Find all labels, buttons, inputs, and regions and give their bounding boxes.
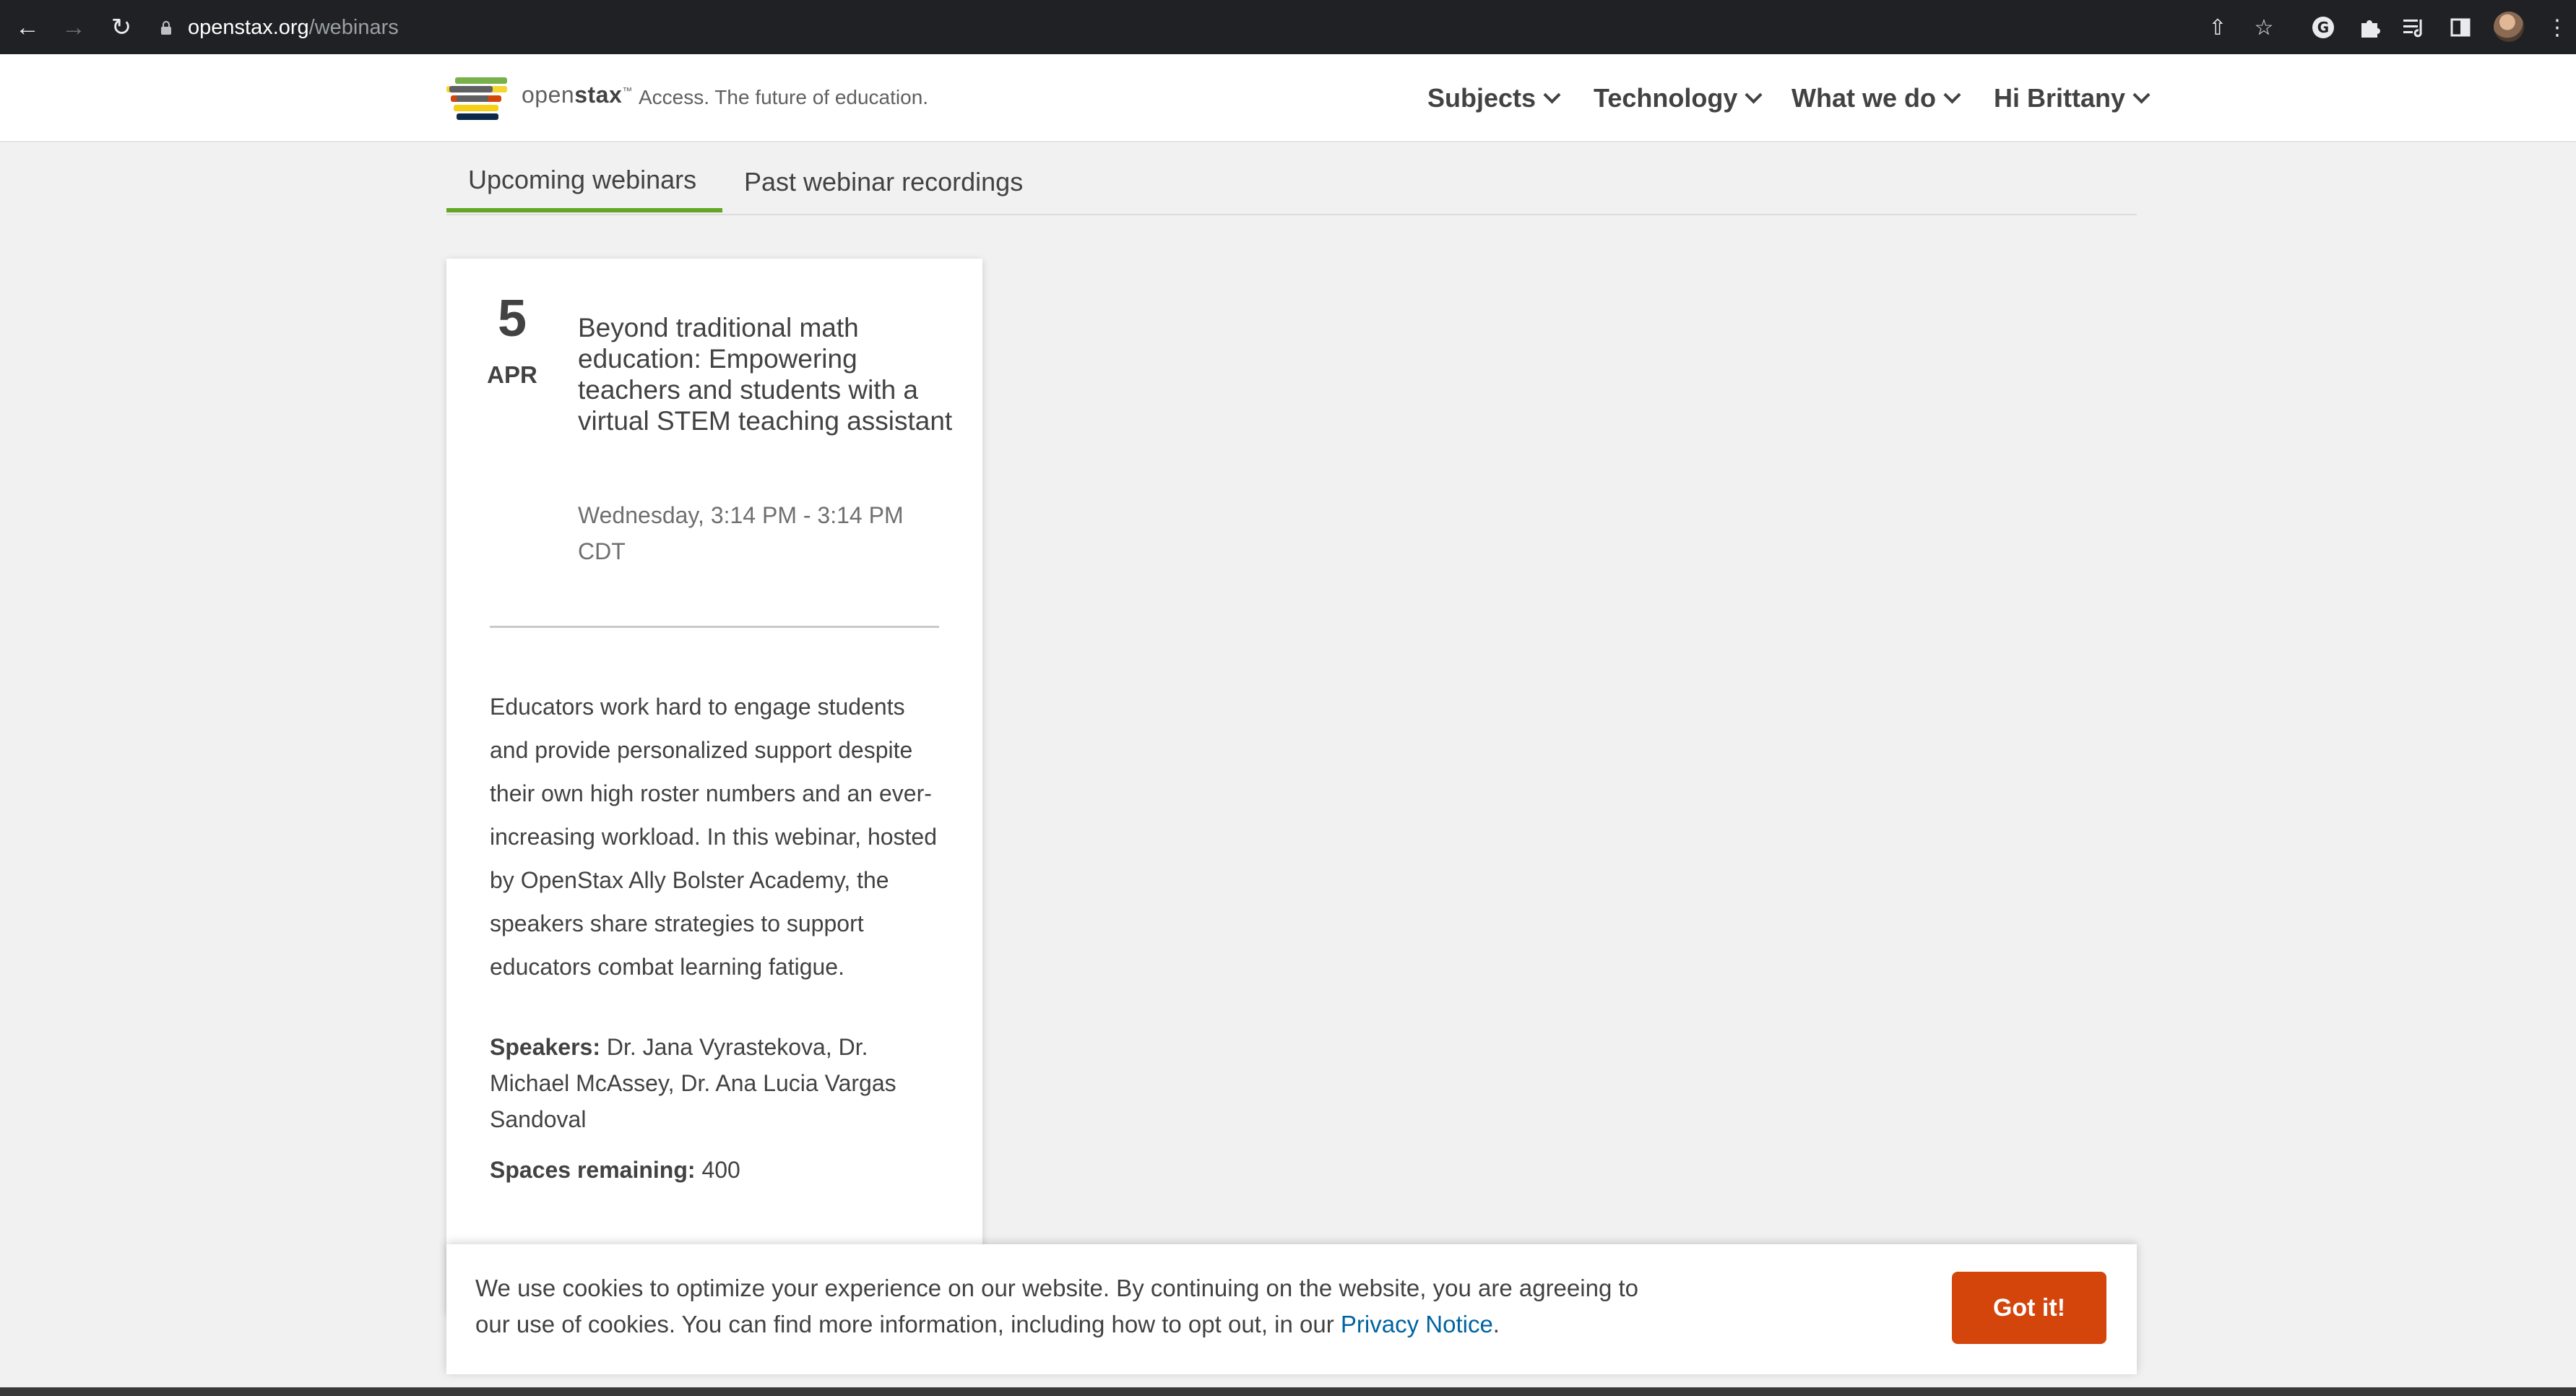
spaces-value: 400 (701, 1157, 740, 1183)
nav-what-we-do[interactable] (1791, 83, 1958, 113)
share-icon[interactable]: ⇧ (2208, 15, 2227, 40)
brand-tm: ™ (622, 85, 633, 97)
spaces-label: Spaces remaining: (490, 1157, 696, 1183)
more-menu-icon[interactable]: ⋮ (2546, 15, 2568, 40)
cookie-banner (446, 1244, 2137, 1374)
url-path: /webinars (308, 15, 399, 39)
webinar-month: APR (487, 361, 537, 388)
nav-label: Hi Brittany (1994, 83, 2126, 113)
side-panel-icon[interactable] (2445, 12, 2476, 43)
extensions-puzzle-icon[interactable] (2354, 12, 2385, 43)
webinar-title: Beyond traditional math education: Empowering teachers and students with a virtual STEM teaching assistant (578, 313, 953, 436)
chevron-down-icon (1544, 86, 1561, 103)
nav-label: Technology (1594, 83, 1738, 113)
privacy-notice-link[interactable]: Privacy Notice (1340, 1311, 1493, 1337)
tab-divider (446, 214, 2137, 215)
tab-upcoming-webinars[interactable]: Upcoming webinars (446, 152, 722, 212)
brand-open: open (522, 82, 575, 108)
webinar-speakers (490, 1029, 939, 1137)
star-icon[interactable]: ☆ (2254, 15, 2274, 40)
cookie-text: We use cookies to optimize your experience on our website. By continuing on the website, you are agreeing to our use of cookies. You can find more information, including how to opt out, in our (475, 1275, 1638, 1337)
nav-account[interactable] (1994, 83, 2148, 113)
nav-label: Subjects (1427, 83, 1536, 113)
webinar-description: Educators work hard to engage students and provide personalized support despite their own high roster numbers and an ever-increasing workload. In this webinar, hosted by OpenStax Ally Bolster Academy, the speakers share strategies to support educators combat learning fatigue. (490, 694, 938, 980)
chevron-down-icon (2133, 86, 2151, 103)
back-arrow-icon[interactable]: ← (15, 13, 40, 41)
reading-list-icon[interactable] (2398, 12, 2430, 43)
webinar-time: Wednesday, 3:14 PM - 3:14 PM CDT (578, 502, 904, 564)
webinar-spaces (490, 1152, 939, 1188)
speakers-value: Dr. Jana Vyrastekova, Dr. Michael McAssey, Dr. Ana Lucia Vargas Sandoval (490, 1034, 896, 1132)
profile-avatar[interactable] (2494, 12, 2524, 42)
brand-name[interactable] (522, 82, 633, 108)
url-domain: openstax.org (188, 15, 309, 39)
lock-icon[interactable] (160, 20, 172, 35)
webinar-day: 5 (497, 290, 527, 348)
nav-technology[interactable] (1594, 83, 1760, 113)
cookie-message (475, 1270, 1660, 1343)
card-divider (490, 626, 939, 628)
got-it-button[interactable]: Got it! (1952, 1272, 2106, 1344)
chevron-down-icon (1745, 86, 1763, 103)
nav-label: What we do (1791, 83, 1936, 113)
brand-stax: stax (574, 82, 623, 108)
speakers-label: Speakers: (490, 1034, 600, 1060)
address-bar[interactable] (160, 7, 2255, 48)
webinar-card (446, 259, 982, 1314)
svg-text:G: G (2317, 19, 2330, 36)
site-header (0, 54, 2576, 142)
forward-arrow-icon[interactable]: → (61, 13, 86, 41)
tagline: Access. The future of education. (639, 86, 929, 108)
window-bottom-edge (0, 1387, 2576, 1396)
tab-past-webinar-recordings[interactable]: Past webinar recordings (744, 167, 1024, 197)
nav-subjects[interactable] (1427, 83, 1558, 113)
chevron-down-icon (1943, 86, 1961, 103)
extension-grammar-icon[interactable] (2307, 12, 2339, 43)
openstax-logo-icon[interactable] (446, 76, 514, 121)
reload-icon[interactable]: ↻ (111, 14, 132, 41)
cookie-period: . (1492, 1311, 1500, 1337)
browser-toolbar (0, 0, 2576, 54)
